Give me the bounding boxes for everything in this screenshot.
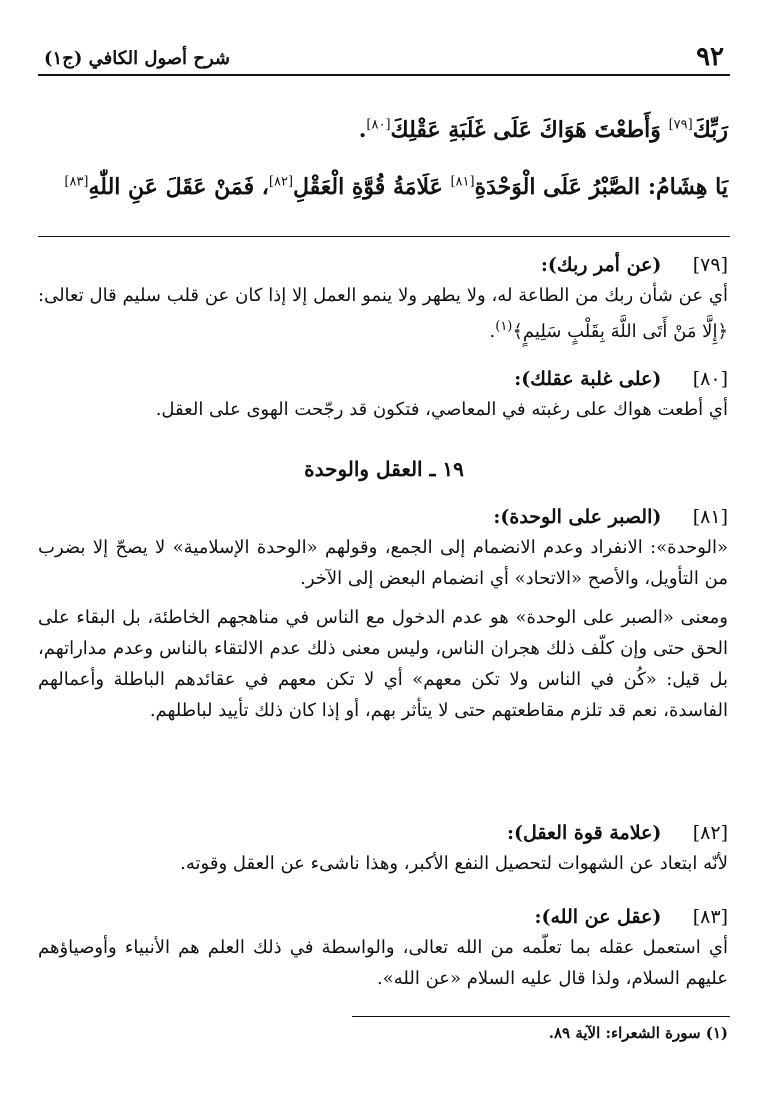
note-ref: [٧٩] [668,117,693,133]
note-heading [38,250,728,280]
verse-text: ، فَمَنْ عَقَلَ عَنِ اللّٰهِ [88,174,269,200]
footnote-ref: (١) [495,319,513,334]
verse-text: يَا هِشَامُ: الصَّبْرُ عَلَى الْوَحْدَةِ [474,174,728,200]
verse-text: عَلَامَةُ قُوَّةِ الْعَقْلِ [293,174,451,200]
note-body: لأنّه ابتعاد عن الشهوات لتحصيل النفع الأكبر، وهذا ناشىء عن العقل وقوته. [180,853,728,874]
note-title: (عقل عن الله): [534,906,662,928]
note-ref: [٨٢] [268,174,294,190]
hadith-line-1 [38,115,728,146]
note-heading [38,902,728,932]
note-number: [٧٩] [692,254,728,276]
note-title: (علامة قوة العقل): [507,822,662,844]
note-title: (على غلبة عقلك): [514,368,662,390]
footnote-divider [352,1016,730,1017]
note-number: [٨٣] [692,906,728,928]
note-heading [38,818,728,848]
running-header [38,38,730,76]
note-ref: [٨١] [450,174,475,190]
note-body [38,280,728,347]
verse-text: وَأَطعْتَ هَوَاكَ عَلَى غَلَبَةِ عَقْلِكَ [390,117,669,143]
note-number: [٨١] [692,506,728,528]
note-paragraph: ومعنى «الصبر على الوحدة» هو عدم الدخول مع الناس في مناهجهم الخاطئة، بل البقاء على الحق حتى وإن كلّف ذلك هجران الناس، وليس معنى ذلك عدم الالتقاء بالناس وعدم مداراتهم، بل قيل: «كُن في الناس ولا تكن معهم» أي لا تكن معهم في عقائدهم الباطلة وأعمالهم الفاسدة، نعم قد تلزم مقاطعتهم حتى لا يتأثر بهم، أو إذا كان ذلك تأييد لباطلهم. [38,607,728,721]
note-paragraph: «الوحدة»: الانفراد وعدم الانضمام إلى الجمع، وقولهم «الوحدة الإسلامية» لا يصحّ إلا بضرب من التأويل، والأصح «الاتحاد» أي انضمام البعض إلى الآخر. [38,537,728,589]
book-title: شرح أصول الكافي (ج١) [44,48,230,69]
note-ref: [٨٠] [366,117,391,133]
note-heading [38,502,728,532]
note-82 [38,818,728,879]
note-body: أي استعمل عقله بما تعلّمه من الله تعالى، والواسطة في ذلك العلم هم الأنبياء وأوصياؤهم عليهم السلام، ولذا قال عليه السلام «عن الله». [38,937,728,989]
footnote: (١) سورة الشعراء: الآية ٨٩. [548,1024,728,1042]
note-title: (عن أمر ربك): [540,254,662,276]
text-divider [38,236,730,237]
note-81 [38,502,728,726]
note-text: أي عن شأن ربك من الطاعة له، ولا يطهر ولا ينمو العمل إلا إذا كان عن قلب سليم قال تعالى: ﴿إِلَّا مَنْ أَتَى اللَّهَ بِقَلْبٍ سَلِيمٍ﴾ [38,285,728,342]
note-83 [38,902,728,994]
note-79 [38,250,728,347]
note-body: أي أطعت هواك على رغبته في المعاصي، فتكون قد رجّحت الهوى على العقل. [155,399,728,420]
note-number: [٨٢] [692,822,728,844]
note-number: [٨٠] [692,368,728,390]
verse-text: . [358,117,367,143]
section-title: ١٩ ـ العقل والوحدة [304,457,464,481]
note-ref: [٨٣] [64,174,89,190]
note-text: . [489,321,496,342]
note-80 [38,364,728,425]
note-title: (الصبر على الوحدة): [493,506,662,528]
verse-text: رَبِّكَ [692,117,728,143]
note-heading [38,364,728,394]
page-number: ٩٢ [696,42,724,72]
hadith-line-2 [38,172,728,203]
